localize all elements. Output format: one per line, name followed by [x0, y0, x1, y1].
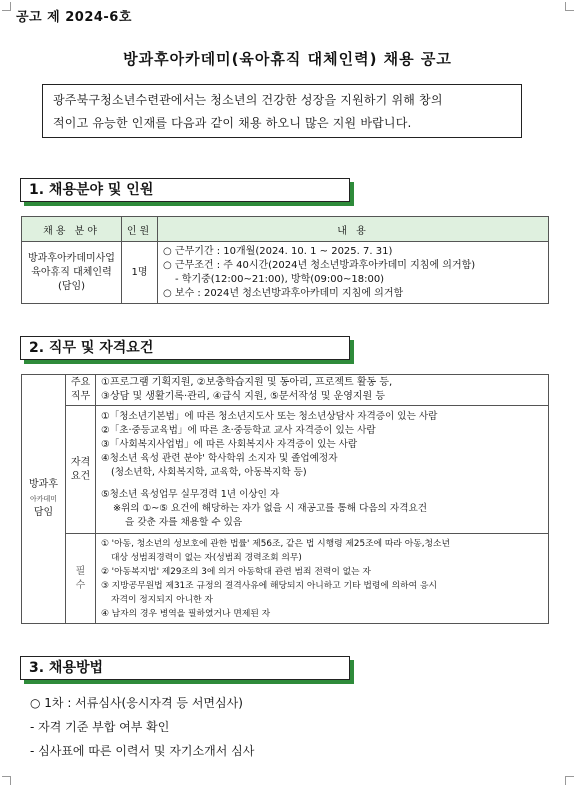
section-3-heading: 3. 채용방법 — [20, 656, 350, 680]
mandatory-line: ① '아동, 청소년의 성보호에 관한 법률' 제56조, 같은 법 시행령 제25조에 따라 아동,청소년 — [101, 538, 450, 549]
corner-mark-bottom-right — [565, 776, 574, 785]
header-field: 채용 분야 — [22, 217, 122, 242]
requirement-line: 을 갖춘 자를 채용할 수 있음 — [125, 516, 243, 528]
field-line: (담임) — [57, 280, 86, 292]
field-cell — [22, 242, 122, 304]
requirement-line: (청소년학, 사회복지학, 교육학, 아동복지학 등) — [111, 466, 307, 478]
section-2-heading: 2. 직무 및 자격요건 — [20, 336, 350, 360]
table-header-row — [22, 217, 549, 242]
duties-cell — [96, 375, 549, 406]
notice-number: 공고 제 2024-6호 — [16, 10, 132, 25]
intro-line-2: 적이고 유능한 인재를 다음과 같이 채용 하오니 많은 지원 바랍니다. — [53, 116, 412, 130]
label-line: 주요 — [70, 377, 91, 388]
row-label-duties — [66, 375, 96, 406]
requirement-line: ②「초·중등교육법」에 따른 초·중등학교 교사 자격증이 있는 사람 — [101, 424, 376, 436]
detail-line: ○ 보수 : 2024년 청소년방과후아카데미 지침에 의거함 — [163, 287, 404, 299]
left-label-cell — [22, 375, 66, 624]
recruitment-table — [21, 216, 549, 304]
label-line: 수 — [75, 579, 86, 591]
table-row — [22, 242, 549, 304]
method-subitem: - 자격 기준 부합 여부 확인 — [30, 720, 170, 734]
requirement-line: ①「청소년기본법」에 따른 청소년지도사 또는 청소년상담사 자격증이 있는 사람 — [101, 410, 438, 422]
table-row — [22, 375, 549, 406]
qualification-table — [21, 374, 549, 624]
table-row — [22, 406, 549, 534]
header-details: 내 용 — [158, 217, 549, 242]
left-label-line: 방과후 — [29, 479, 58, 490]
detail-line: ○ 근무기간 : 10개월(2024. 10. 1 ~ 2025. 7. 31) — [163, 245, 393, 257]
intro-box — [42, 84, 522, 138]
detail-line: ○ 근무조건 : 주 40시간(2024년 청소년방과후아카데미 지침에 의거함) — [163, 259, 476, 271]
left-label-line: 담임 — [33, 507, 54, 518]
label-line: 요건 — [70, 470, 91, 482]
row-label-requirements — [66, 406, 96, 534]
corner-mark-bottom-left — [2, 776, 11, 785]
header-count: 인원 — [122, 217, 158, 242]
details-cell — [158, 242, 549, 304]
label-line: 자격 — [70, 456, 91, 468]
requirement-line: ③「사회복지사업법」에 따른 사회복지사 자격증이 있는 사람 — [101, 438, 358, 450]
requirement-line: ⑤청소년 육성업무 실무경력 1년 이상인 자 — [101, 488, 280, 500]
detail-line: - 학기중(12:00~21:00), 방학(09:00~18:00) — [175, 273, 385, 285]
label-line: 필 — [75, 565, 86, 577]
mandatory-line: ③ 지방공무원법 제31조 규정의 결격사유에 해당되지 아니하고 기타 법령에 의하여 응시 — [101, 580, 437, 591]
label-line: 직무 — [70, 391, 91, 402]
mandatory-line: 대상 성범죄경력이 없는 자(성범죄 경력조회 의무) — [111, 552, 302, 563]
duty-line: ③상담 및 생활기록·관리, ④급식 지원, ⑤문서작성 및 운영지원 등 — [101, 391, 386, 402]
requirements-cell — [96, 406, 549, 534]
count-cell: 1명 — [122, 242, 158, 304]
field-line: 육아휴직 대체인력 — [31, 266, 112, 278]
method-item: ○ 1차 : 서류심사(응시자격 등 서면심사) — [30, 696, 243, 710]
section-1-heading: 1. 채용분야 및 인원 — [20, 178, 350, 202]
mandatory-line: ② '아동복지법' 제29조의 3에 의거 아동학대 관련 범죄 전력이 없는 자 — [101, 566, 371, 577]
intro-line-1: 광주북구청소년수련관에서는 청소년의 건강한 성장을 지원하기 위해 창의 — [53, 93, 443, 107]
requirement-line — [101, 480, 543, 488]
requirement-line: ④청소년 육성 관련 분야' 학사학위 소지자 및 졸업예정자 — [101, 452, 338, 464]
mandatory-cell — [96, 534, 549, 624]
mandatory-line: ④ 남자의 경우 병역을 필하였거나 면제된 자 — [101, 608, 271, 619]
left-label-line: 아카데미 — [29, 495, 58, 503]
row-label-mandatory — [66, 534, 96, 624]
corner-mark-top-left — [2, 2, 11, 11]
page-title: 방과후아카데미(육아휴직 대체인력) 채용 공고 — [123, 50, 452, 68]
table-row — [22, 534, 549, 624]
duty-line: ①프로그램 기획지원, ②보충학습지원 및 동아리, 프로젝트 활동 등, — [101, 377, 393, 388]
corner-mark-top-right — [565, 2, 574, 11]
method-subitem: - 심사표에 따른 이력서 및 자기소개서 심사 — [30, 744, 255, 758]
field-line: 방과후아카데미사업 — [28, 252, 115, 264]
mandatory-line: 자격이 정지되지 아니한 자 — [111, 594, 213, 605]
requirement-line: ※위의 ①~⑤ 요건에 해당하는 자가 없을 시 재공고를 통해 다음의 자격요건 — [113, 502, 427, 514]
